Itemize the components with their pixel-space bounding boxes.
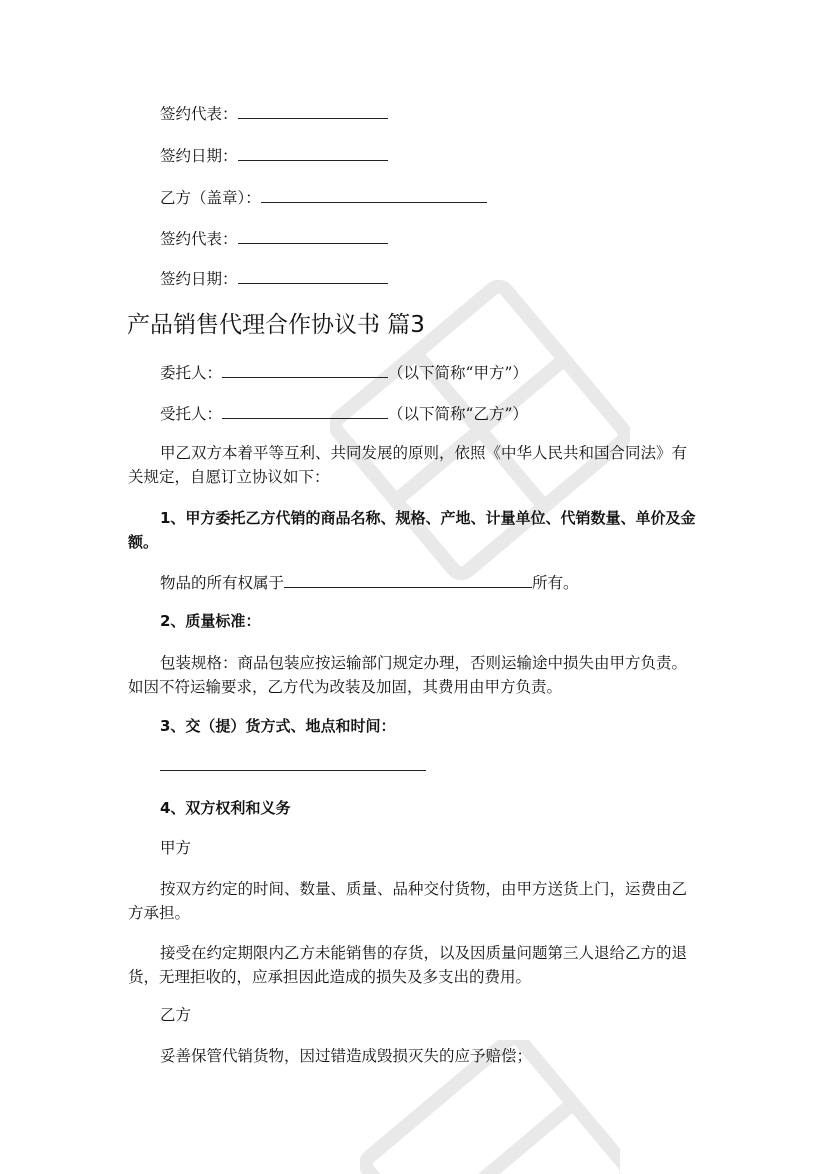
agent-suffix: （以下简称“乙方”） (388, 405, 528, 423)
clause3-heading: 3、交（提）货方式、地点和时间： (160, 717, 396, 735)
signature-date-line-2 (160, 265, 388, 291)
clause2-heading: 2、质量标准： (160, 612, 261, 630)
clause1-heading: 1、甲方委托乙方代销的商品名称、规格、产地、计量单位、代销数量、单价及金额。 (128, 509, 696, 551)
ownership-blank (284, 569, 532, 588)
party-a-duty-2: 接受在约定期限内乙方未能销售的存货，以及因质量问题第三人退给乙方的退货，无理拒收的，应承担因此造成的损失及多支出的费用。 (128, 944, 688, 986)
clause4-heading: 4、双方权利和义务 (160, 799, 291, 817)
document-title: 产品销售代理合作协议书 篇3 (127, 312, 425, 338)
clause2-text: 包装规格：商品包装应按运输部门规定办理，否则运输途中损失由甲方负责。如因不符运输要求，乙方代为改装及加固，其费用由甲方负责。 (128, 654, 688, 696)
agent-blank (222, 400, 388, 419)
signature-rep-line-2 (160, 225, 388, 251)
principal-label: 委托人： (160, 364, 223, 382)
principal-blank (222, 359, 388, 378)
agent-line (160, 400, 528, 426)
agent-label: 受托人： (160, 405, 223, 423)
signature-date-label-2: 签约日期： (160, 270, 238, 288)
party-b-seal-line (160, 184, 487, 210)
party-b-label: 乙方 (160, 1006, 192, 1024)
signature-date-blank-2 (238, 265, 388, 284)
signature-date-line-1 (160, 142, 388, 168)
ownership-suffix: 所有。 (532, 574, 579, 592)
clause3-blank-line (160, 770, 426, 771)
party-a-duty-1: 按双方约定的时间、数量、质量、品种交付货物，由甲方送货上门，运费由乙方承担。 (128, 880, 688, 922)
signature-rep-blank-1 (238, 100, 388, 119)
party-b-seal-blank (261, 184, 487, 203)
intro-paragraph: 甲乙双方本着平等互利、共同发展的原则，依照《中华人民共和国合同法》有关规定，自愿订立协议如下： (128, 444, 688, 486)
signature-rep-label-1: 签约代表： (160, 105, 238, 123)
party-b-duty-1: 妥善保管代销货物，因过错造成毁损灭失的应予赔偿； (160, 1047, 533, 1065)
principal-line (160, 359, 528, 385)
signature-date-blank-1 (238, 142, 388, 161)
signature-date-label-1: 签约日期： (160, 147, 238, 165)
signature-rep-line-1 (160, 100, 388, 126)
party-a-label: 甲方 (160, 839, 192, 857)
principal-suffix: （以下简称“甲方”） (388, 364, 528, 382)
signature-rep-blank-2 (238, 225, 388, 244)
party-b-seal-label: 乙方（盖章）： (160, 189, 261, 207)
signature-rep-label-2: 签约代表： (160, 230, 238, 248)
ownership-line (160, 569, 579, 595)
ownership-prefix: 物品的所有权属于 (160, 574, 285, 592)
